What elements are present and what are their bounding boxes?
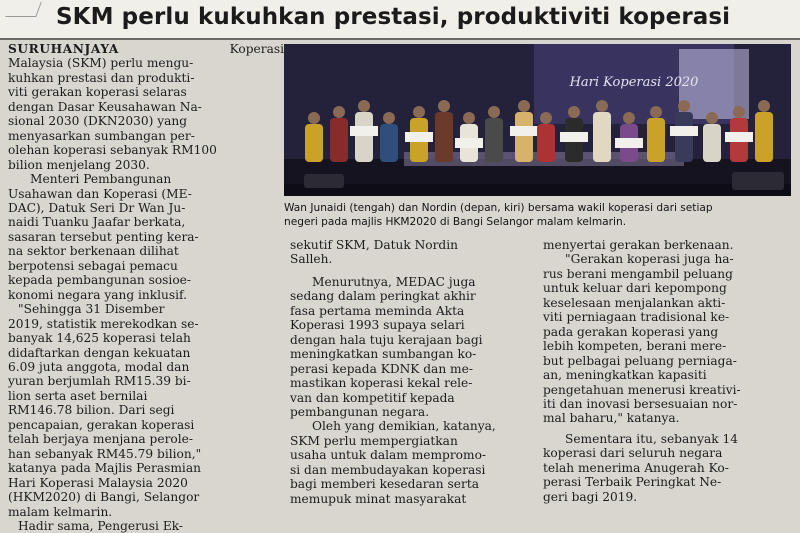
text-line: telah menerima Anugerah Ko- [543, 460, 729, 475]
text-line: sional 2030 (DKN2030) yang [8, 114, 188, 129]
person-figure [485, 118, 503, 162]
text-line: yuran berjumlah RM15.39 bi- [8, 374, 191, 389]
text-line: banyak 14,625 koperasi telah [8, 331, 191, 346]
text-line: untuk keluar dari kepompong [543, 281, 727, 296]
photo-foreground [284, 184, 791, 196]
person-figure [675, 112, 693, 162]
person-head [308, 112, 320, 124]
paragraph-9 [543, 252, 788, 425]
person-head [623, 112, 635, 124]
paragraph-3 [8, 302, 284, 519]
lead-word: SURUHANJAYA [8, 42, 119, 56]
award-placard [510, 126, 538, 136]
text-line: RM146.78 bilion. Dari segi [8, 403, 175, 418]
text-line: Hari Koperasi Malaysia 2020 [8, 475, 188, 490]
text-line: mastikan koperasi kekal rele- [290, 376, 473, 391]
text-line: malam kelmarin. [8, 504, 113, 519]
person-head [333, 106, 345, 118]
article-column-3 [543, 238, 788, 504]
text-line: "Sehingga 31 Disember [18, 302, 165, 317]
text-line: pada gerakan koperasi yang [543, 324, 719, 339]
person-figure [515, 112, 533, 162]
text-line: Hadir sama, Pengerusi Ek- [18, 518, 184, 533]
paragraph-8 [543, 238, 788, 252]
text-line: an, meningkatkan kapasiti [543, 368, 707, 383]
person-figure [380, 124, 398, 162]
person-figure [435, 112, 453, 162]
text-line: katanya pada Majlis Perasmian [8, 461, 201, 476]
text-line: pencapaian, gerakan koperasi [8, 417, 195, 432]
award-placard [405, 132, 433, 142]
paragraph-6 [290, 275, 526, 420]
text-line: pengetahuan menerusi kreativi- [543, 382, 741, 397]
person-figure [330, 118, 348, 162]
text-line: 6.09 juta anggota, modal dan [8, 359, 190, 374]
award-placard [670, 126, 698, 136]
paragraph-1 [8, 42, 284, 172]
text-line: Malaysia (SKM) perlu mengu- [8, 56, 194, 71]
text-line: konomi negara yang inklusif. [8, 287, 187, 302]
paragraph-7 [290, 419, 526, 506]
text-line: viti perniagaan tradisional ke- [543, 310, 730, 325]
text-line: meningkatkan sumbangan ko- [290, 347, 477, 362]
paragraph-10 [543, 432, 788, 504]
text-line: menyertai gerakan berkenaan. [543, 238, 734, 252]
person-head [518, 100, 530, 112]
text-line: sekutif SKM, Datuk Nordin [290, 238, 458, 252]
text-line: (HKM2020) di Bangi, Selangor [8, 490, 200, 505]
text-line: kuhkan prestasi dan produkti- [8, 70, 195, 85]
text-line: Menurutnya, MEDAC juga [312, 274, 476, 289]
person-figure [647, 118, 665, 162]
caption-line: Wan Junaidi (tengah) dan Nordin (depan, kiri) bersama wakil koperasi dari setiap [284, 202, 713, 214]
text-line: perasi kepada KDNK dan me- [290, 361, 473, 376]
person-head [540, 112, 552, 124]
text-line: naidi Tuanku Jaafar berkata, [8, 215, 186, 230]
text-line: rus berani mengambil peluang [543, 266, 733, 281]
text-line: na sektor berkenaan dilihat [8, 244, 179, 259]
text-line: Salleh. [290, 252, 333, 267]
text-line: Koperasi 1993 supaya selari [290, 318, 465, 333]
article-column-2 [290, 238, 526, 506]
text-line: han sebanyak RM45.79 bilion," [8, 446, 202, 461]
text-line: SKM perlu mempergiatkan [290, 433, 458, 448]
person-figure [537, 124, 555, 162]
text-line [8, 42, 284, 56]
award-placard [725, 132, 753, 142]
text-line: Koperasi [229, 42, 284, 56]
paragraph-4 [8, 519, 284, 533]
text-line: Oleh yang demikian, katanya, [312, 419, 496, 434]
text-line: si dan membudayakan koperasi [290, 462, 486, 477]
person-head [438, 100, 450, 112]
paragraph-2 [8, 172, 284, 302]
text-line: menyasarkan sumbangan per- [8, 128, 195, 143]
text-line: usaha untuk dalam mempromo- [290, 448, 487, 463]
award-placard [350, 126, 378, 136]
person-head [678, 100, 690, 112]
text-line: viti gerakan koperasi selaras [8, 85, 187, 100]
text-line: dengan hala tuju kerajaan bagi [290, 332, 483, 347]
award-placard [455, 138, 483, 148]
text-line: mal baharu," katanya. [543, 411, 680, 426]
text-line: Sementara itu, sebanyak 14 [565, 431, 739, 446]
text-line: lion serta aset bernilai [8, 388, 148, 403]
person-figure [593, 112, 611, 162]
award-placard [615, 138, 643, 148]
text-line: sedang dalam peringkat akhir [290, 289, 476, 304]
text-line: olehan koperasi sebanyak RM100 [8, 143, 217, 158]
text-line: Usahawan dan Koperasi (ME- [8, 186, 192, 201]
person-head [706, 112, 718, 124]
person-figure [703, 124, 721, 162]
text-line: memupuk minat masyarakat [290, 491, 467, 506]
text-line: dengan Dasar Keusahawan Na- [8, 99, 202, 114]
event-stage-illustration [284, 44, 791, 196]
award-placard [560, 132, 588, 142]
text-line: iti dan inovasi bersesuaian nor- [543, 396, 738, 411]
clipping-corner-mark [5, 2, 41, 17]
camera-equipment [304, 174, 344, 188]
headline-rule [0, 38, 800, 40]
text-line: kepada pembangunan sosioe- [8, 273, 191, 288]
text-line: fasa pertama meminda Akta [290, 303, 465, 318]
text-line: keselesaan menjalankan akti- [543, 295, 726, 310]
text-line: didaftarkan dengan kekuatan [8, 345, 191, 360]
person-figure [305, 124, 323, 162]
person-head [733, 106, 745, 118]
text-line: "Gerakan koperasi juga ha- [565, 252, 734, 267]
text-line: bilion menjelang 2030. [8, 157, 150, 172]
text-line: berpotensi sebagai pemacu [8, 258, 178, 273]
paragraph-5 [290, 238, 526, 267]
text-line: telah berjaya menjana perole- [8, 432, 193, 447]
text-line: lebih kompeten, berani mere- [543, 339, 727, 354]
person-figure [355, 112, 373, 162]
text-line: van dan kompetitif kepada [290, 390, 455, 405]
backdrop-text: Hari Koperasi 2020 [569, 75, 699, 90]
text-line: perasi Terbaik Peringkat Ne- [543, 475, 722, 490]
person-head [568, 106, 580, 118]
person-head [463, 112, 475, 124]
headline: SKM perlu kukuhkan prestasi, produktiviti koperasi [56, 4, 731, 30]
person-head [383, 112, 395, 124]
text-line: but pelbagai peluang perniaga- [543, 353, 737, 368]
person-head [413, 106, 425, 118]
text-line: koperasi dari seluruh negara [543, 446, 723, 461]
text-line: sasaran tersebut penting kera- [8, 229, 199, 244]
text-line: geri bagi 2019. [543, 489, 638, 504]
person-head [596, 100, 608, 112]
text-line: bagi memberi kesedaran serta [290, 477, 479, 492]
text-line: Menteri Pembangunan [30, 172, 172, 187]
camera-equipment [732, 172, 784, 190]
text-line: pembangunan negara. [290, 404, 430, 419]
person-head [488, 106, 500, 118]
photo-caption [284, 201, 791, 229]
article-column-1 [8, 42, 284, 533]
person-head [758, 100, 770, 112]
caption-line: negeri pada majlis HKM2020 di Bangi Selangor malam kelmarin. [284, 216, 627, 228]
text-line: DAC), Datuk Seri Dr Wan Ju- [8, 200, 186, 215]
person-head [358, 100, 370, 112]
text-line: 2019, statistik merekodkan se- [8, 316, 199, 331]
news-photo [284, 44, 791, 196]
person-figure [755, 112, 773, 162]
person-head [650, 106, 662, 118]
